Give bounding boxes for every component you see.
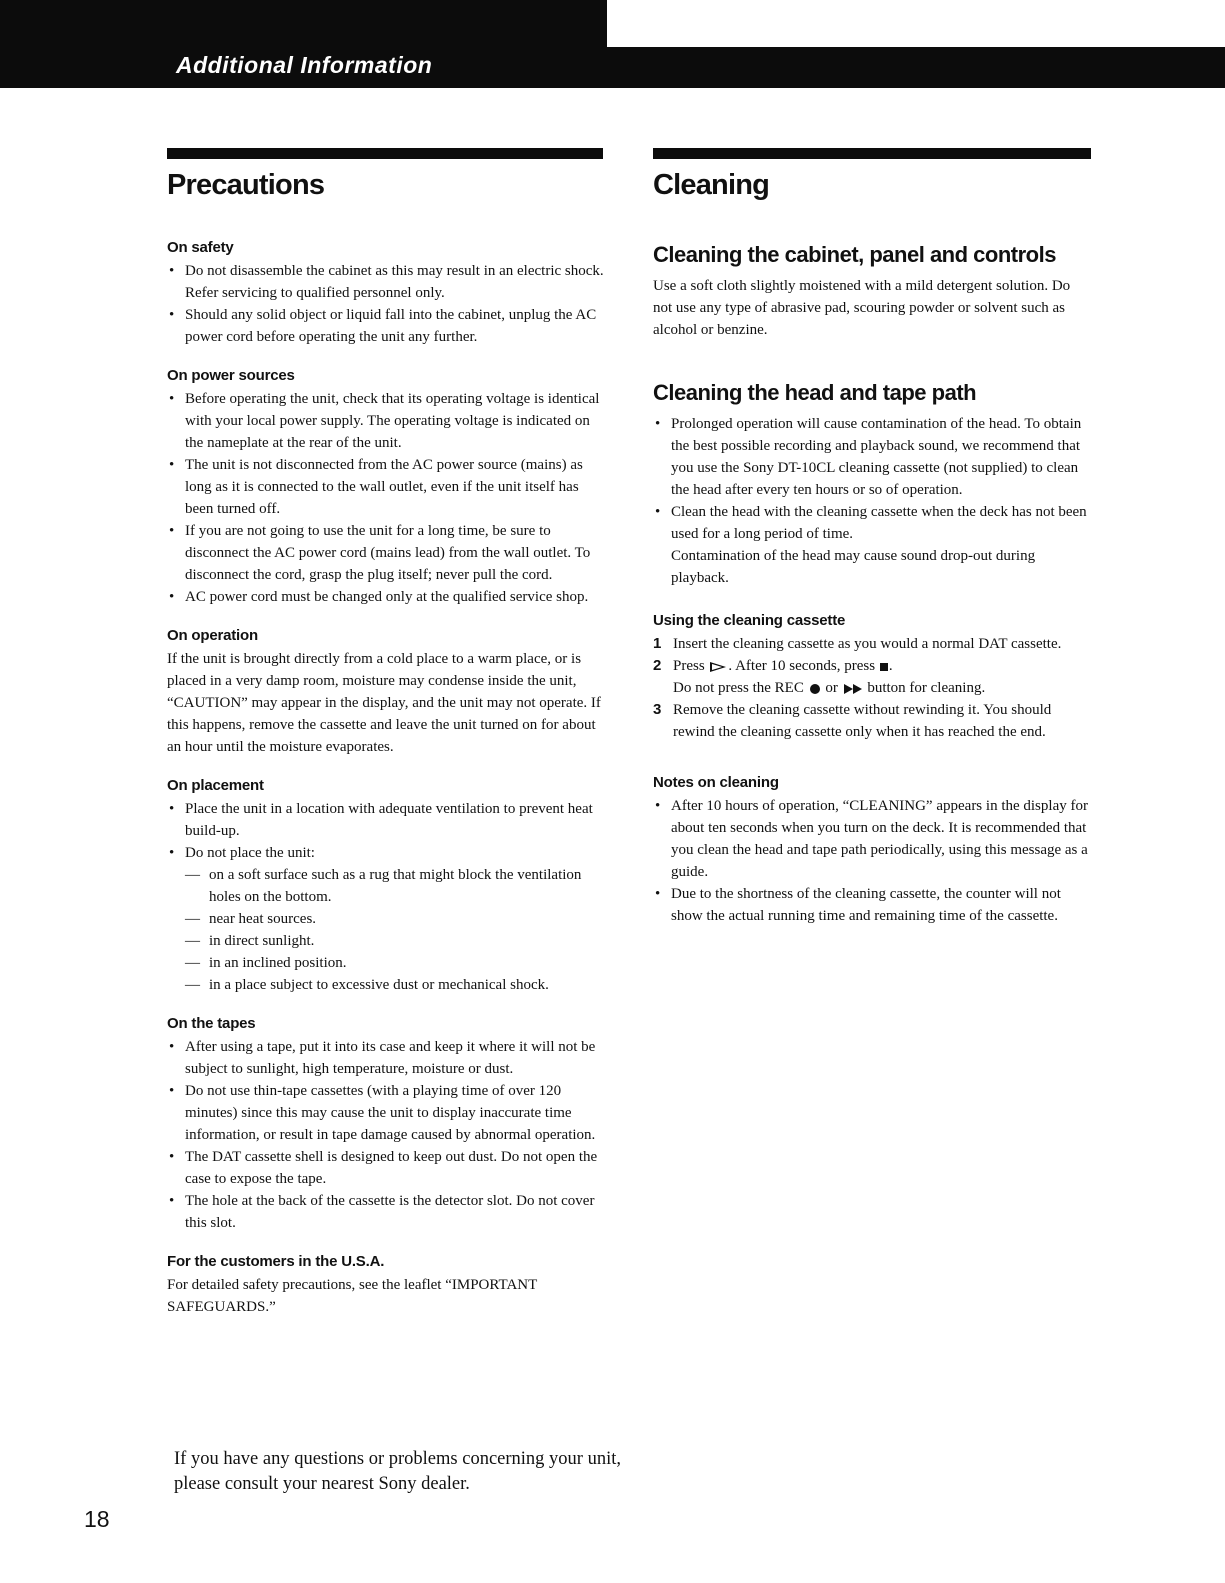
cleaning-steps-list xyxy=(653,633,1093,743)
step-number: 2 xyxy=(653,657,662,674)
cleaning-head-section xyxy=(653,379,1093,589)
step-text: . After 10 seconds, press xyxy=(728,658,876,674)
cleaning-column xyxy=(653,148,1093,927)
page-number: 18 xyxy=(84,1506,110,1532)
cleaning-cabinet-heading: Cleaning the cabinet, panel and controls xyxy=(653,242,1056,267)
on-the-tapes-section xyxy=(167,1014,610,1234)
cleaning-head-heading: Cleaning the head and tape path xyxy=(653,380,977,405)
list-item: • Should any solid object or liquid fall into the cabinet, unplug the AC power cord before operating the unit any further. xyxy=(167,304,610,348)
on-placement-heading: On placement xyxy=(167,777,264,794)
step-text: Remove the cleaning cassette without rewinding it. You should rewind the cleaning cassette only when it has reached the end. xyxy=(673,702,1052,740)
fast-forward-icon xyxy=(844,684,853,694)
usa-customers-text: For detailed safety precautions, see the leaflet “IMPORTANT SAFEGUARDS.” xyxy=(167,1277,538,1315)
cleaning-head-list xyxy=(653,413,1093,589)
list-item: • Before operating the unit, check that its operating voltage is identical with your local power supply. The operating voltage is indicated on the nameplate at the rear of the unit. xyxy=(167,388,610,454)
on-safety-section xyxy=(167,238,610,348)
on-placement-list xyxy=(167,798,610,864)
step-number: 3 xyxy=(653,701,662,718)
using-cleaning-cassette-heading: Using the cleaning cassette xyxy=(653,612,846,629)
sub-list-item: — in a place subject to excessive dust or mechanical shock. xyxy=(185,974,610,996)
on-the-tapes-list xyxy=(167,1036,610,1234)
list-item: • The hole at the back of the cassette is the detector slot. Do not cover this slot. xyxy=(167,1190,610,1234)
precautions-title: Precautions xyxy=(167,169,325,201)
header-notch xyxy=(607,0,1225,47)
on-operation-heading: On operation xyxy=(167,627,258,644)
precautions-column xyxy=(167,148,610,1318)
step-note: button for cleaning. xyxy=(867,680,986,696)
step-item xyxy=(653,699,1093,743)
list-item: • Do not use thin-tape cassettes (with a playing time of over 120 minutes) since this may cause the unit to display inaccurate time information, or result in tape damage caused by abnormal operation. xyxy=(167,1080,610,1146)
heading-rule xyxy=(167,148,603,159)
list-item: • Due to the shortness of the cleaning cassette, the counter will not show the actual running time and remaining time of the cassette. xyxy=(653,883,1093,927)
on-the-tapes-heading: On the tapes xyxy=(167,1015,256,1032)
cleaning-cabinet-section xyxy=(653,241,1093,341)
list-item-text: Clean the head with the cleaning cassette when the deck has not been used for a long period of time. xyxy=(671,504,1087,542)
play-outline-icon xyxy=(710,662,726,672)
sub-list-item: — on a soft surface such as a rug that might block the ventilation holes on the bottom. xyxy=(185,864,610,908)
record-dot-icon xyxy=(810,684,820,694)
list-item: • Do not disassemble the cabinet as this may result in an electric shock. Refer servicing to qualified personnel only. xyxy=(167,260,610,304)
list-item: • After using a tape, put it into its case and keep it where it will not be subject to sunlight, high temperature, moisture or dust. xyxy=(167,1036,610,1080)
on-operation-section xyxy=(167,626,610,758)
heading-rule xyxy=(653,148,1091,159)
list-item: • Prolonged operation will cause contamination of the head. To obtain the best possible recording and playback sound, we recommend that you use the Sony DT-10CL cleaning cassette (not supplied) to clean the head after every ten hours or so of operation. xyxy=(653,413,1093,501)
step-text: . xyxy=(888,658,893,674)
on-power-sources-heading: On power sources xyxy=(167,367,295,384)
step-number: 1 xyxy=(653,635,662,652)
on-placement-sublist xyxy=(185,864,610,996)
on-safety-heading: On safety xyxy=(167,239,234,256)
closing-text: If you have any questions or problems concerning your unit, please consult your nearest Sony dealer. xyxy=(174,1449,621,1494)
notes-on-cleaning-section xyxy=(653,773,1093,927)
step-text: Press xyxy=(673,658,705,674)
stop-icon xyxy=(880,663,888,671)
step-item xyxy=(653,633,1093,655)
usa-customers-heading: For the customers in the U.S.A. xyxy=(167,1253,385,1270)
notes-on-cleaning-heading: Notes on cleaning xyxy=(653,774,779,791)
cleaning-cabinet-text: Use a soft cloth slightly moistened with a mild detergent solution. Do not use any type of abrasive pad, scouring powder or solvent such as alcohol or benzine. xyxy=(653,278,1071,338)
on-safety-list xyxy=(167,260,610,348)
list-item: • Place the unit in a location with adequate ventilation to prevent heat build-up. xyxy=(167,798,610,842)
on-power-sources-list xyxy=(167,388,610,608)
step-note: or xyxy=(825,680,838,696)
section-header-title: Additional Information xyxy=(176,52,433,78)
list-item: • AC power cord must be changed only at the qualified service shop. xyxy=(167,586,610,608)
list-item xyxy=(653,501,1093,589)
step-text: Insert the cleaning cassette as you would a normal DAT cassette. xyxy=(673,636,1062,652)
on-operation-text: If the unit is brought directly from a cold place to a warm place, or is placed in a very damp room, moisture may condense inside the unit, “CAUTION” may appear in the display, and the unit may not operate. If this happens, remove the cassette and leave the unit turned on for about an hour until the moisture evaporates. xyxy=(167,651,601,755)
notes-on-cleaning-list xyxy=(653,795,1093,927)
usa-customers-section xyxy=(167,1252,610,1318)
sub-list-item: — near heat sources. xyxy=(185,908,610,930)
list-item: • After 10 hours of operation, “CLEANING” appears in the display for about ten seconds when you turn on the deck. It is recommended that you clean the head and tape path periodically, using this message as a guide. xyxy=(653,795,1093,883)
on-power-sources-section xyxy=(167,366,610,608)
sub-list-item: — in an inclined position. xyxy=(185,952,610,974)
list-item: • The DAT cassette shell is designed to keep out dust. Do not open the case to expose the tape. xyxy=(167,1146,610,1190)
list-item: • Do not place the unit: xyxy=(167,842,610,864)
sub-list-item: — in direct sunlight. xyxy=(185,930,610,952)
list-item: • The unit is not disconnected from the AC power source (mains) as long as it is connected to the wall outlet, even if the unit itself has been turned off. xyxy=(167,454,610,520)
list-item-note: Contamination of the head may cause sound drop-out during playback. xyxy=(671,548,1036,586)
step-note: Do not press the REC xyxy=(673,680,804,696)
list-item: • If you are not going to use the unit for a long time, be sure to disconnect the AC power cord (mains lead) from the wall outlet. To disconnect the cord, grasp the plug itself; never pull the cord. xyxy=(167,520,610,586)
on-placement-section xyxy=(167,776,610,996)
using-cleaning-cassette-section xyxy=(653,611,1093,743)
step-item xyxy=(653,655,1093,699)
cleaning-title: Cleaning xyxy=(653,169,770,201)
